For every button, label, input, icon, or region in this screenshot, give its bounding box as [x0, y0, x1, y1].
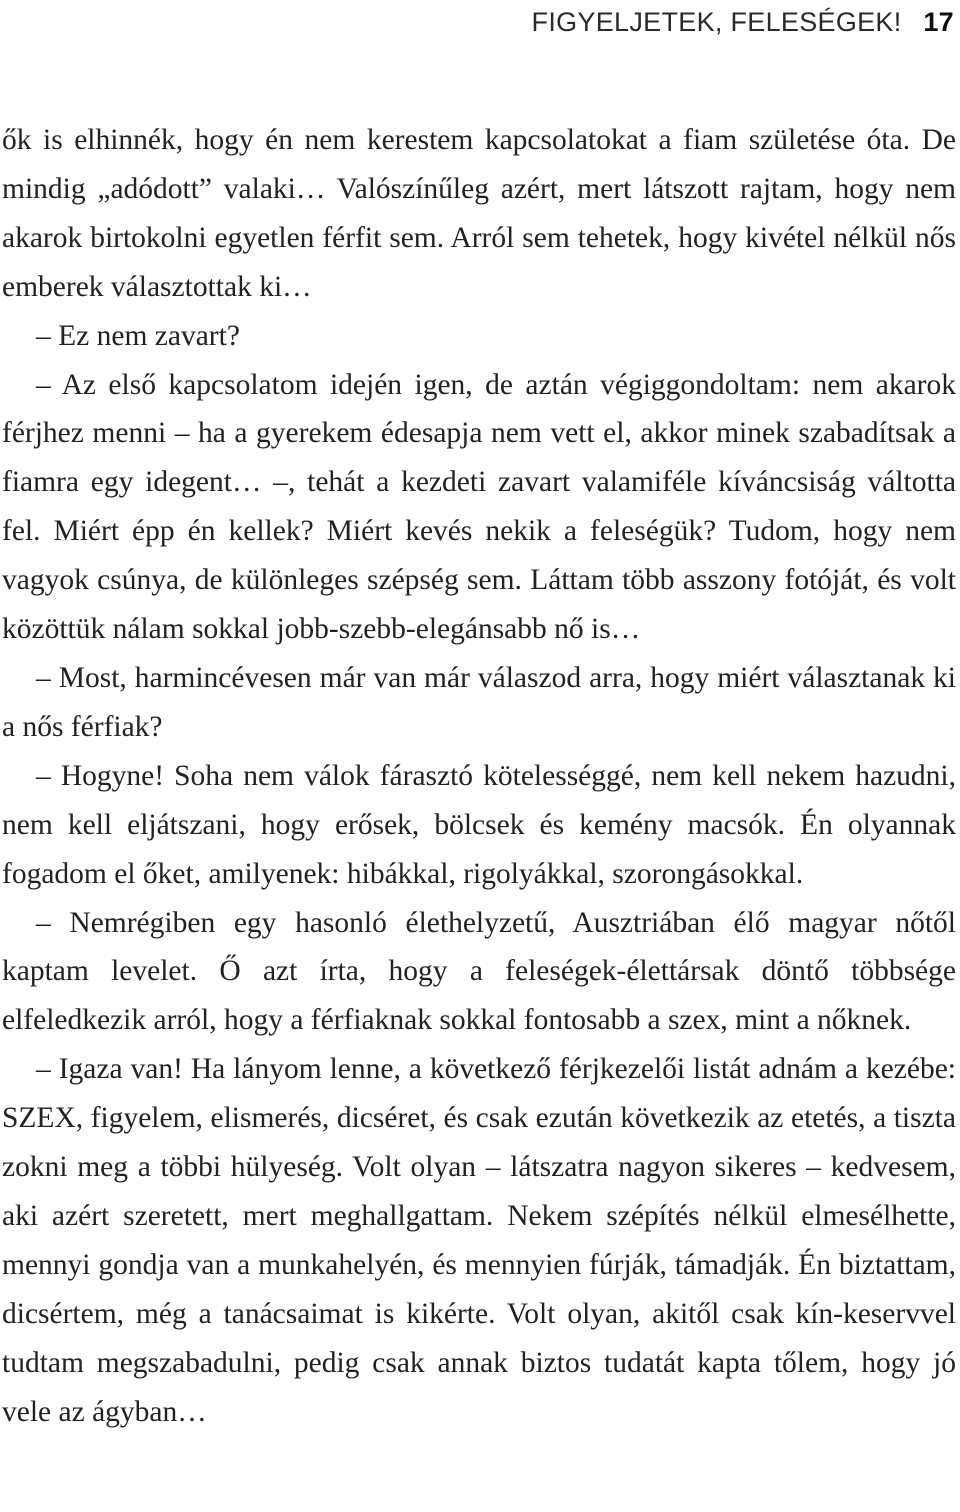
dialogue-question: – Nemrégiben egy hasonló élethelyzetű, Ausztriában élő magyar nőtől kaptam levelet. Ő azt írta, hogy a feleségek-élettársak döntő többsége elfeledkezik arról, hogy a férfiaknak sokkal fontosabb a szex, mint a nőknek. — [2, 906, 956, 1037]
dialogue-question: – Ez nem zavart? — [36, 319, 240, 352]
dialogue-answer: – Igaza van! Ha lányom lenne, a következő férjkezelői listát adnám a kezébe: SZEX, figyelem, elismerés, dicséret, és csak ezután következik az etetés, a tiszta zokni meg a többi hülyeség. Volt olyan – látszatra nagyon sikeres – kedvesem, aki azért szeretett, mert meghallgattam. Nekem szépítés nélkül elmesélhette, mennyi gondja van a munkahelyén, és mennyien fúrják, támadják. Én biztattam, dicsértem, még a tanácsaimat is kikérte. Volt olyan, akitől csak kín-keservvel tudtam megszabadulni, pedig csak annak biztos tudatát kapta tőlem, hogy jó vele az ágyban… — [2, 1053, 956, 1428]
dialogue-answer: – Az első kapcsolatom idején igen, de aztán végiggondoltam: nem akarok férjhez menni – ha a gyerekem édesapja nem vett el, akkor minek szabadítsak a fiamra egy idegent… –, tehát a kezdeti zavart valamiféle kíváncsiság váltotta fel. Miért épp én kellek? Miért kevés nekik a feleségük? Tudom, hogy nem vagyok csúnya, de különleges szépség sem. Láttam több asszony fotóját, és volt közöttük nálam sokkal jobb-szebb-elegánsabb nő is… — [2, 368, 956, 646]
running-header — [532, 4, 954, 40]
dialogue-question: – Most, harmincévesen már van már válaszod arra, hogy miért választanak ki a nős férfiak? — [2, 661, 956, 743]
dialogue-answer: – Hogyne! Soha nem válok fárasztó kötelességgé, nem kell nekem hazudni, nem kell eljátszani, hogy erősek, bölcsek és kemény macsók. Én olyannak fogadom el őket, amilyenek: hibákkal, rigolyákkal, szorongásokkal. — [2, 759, 956, 890]
paragraph-continuation: ők is elhinnék, hogy én nem kerestem kapcsolatokat a fiam születése óta. De mindig „adódott” valaki… Valószínűleg azért, mert látszott rajtam, hogy nem akarok birtokolni egyetlen férfit sem. Arról sem tehetek, hogy kivétel nélkül nős emberek választottak ki… — [2, 124, 956, 303]
body-text — [2, 116, 956, 1436]
page-number: 17 — [923, 7, 954, 37]
running-title: FIGYELJETEK, FELESÉGEK! — [531, 7, 902, 37]
